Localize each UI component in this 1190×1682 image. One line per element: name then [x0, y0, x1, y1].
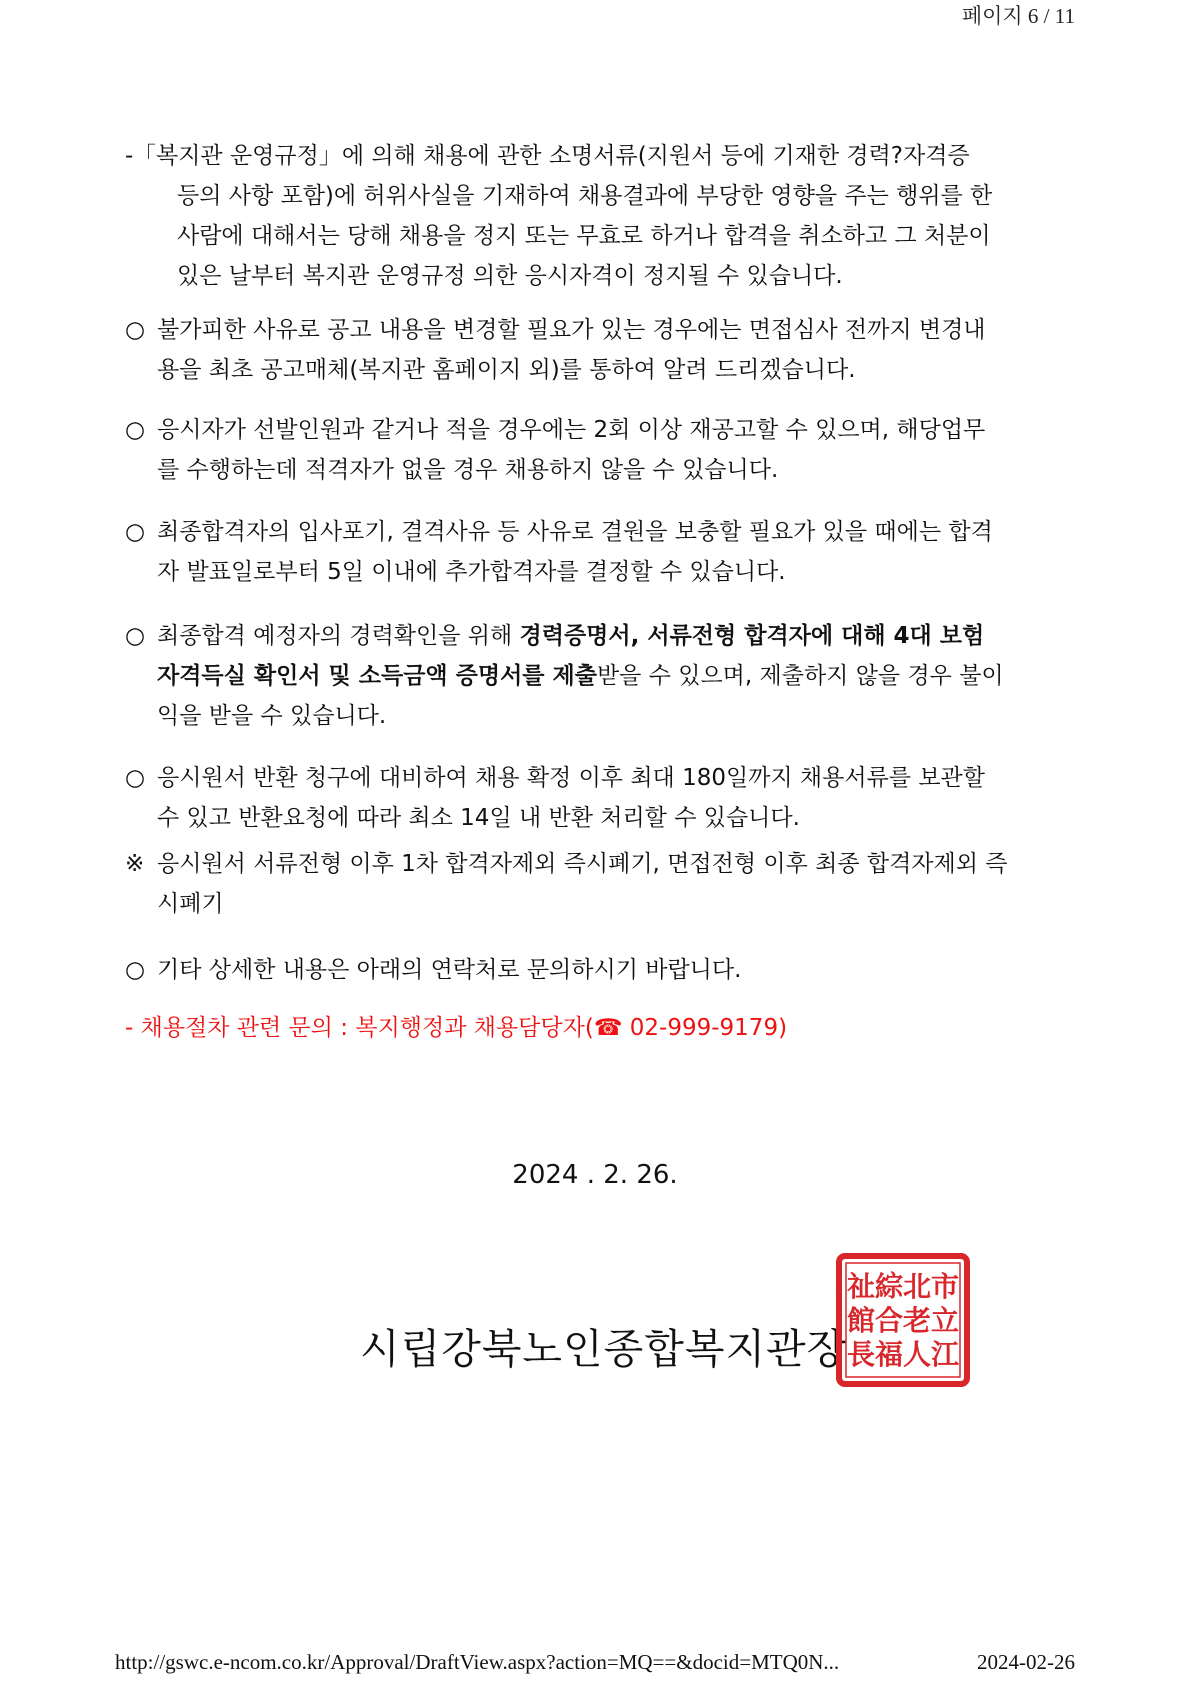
seal-character: 福 [874, 1338, 904, 1371]
contact-phone: 02-999-9179) [622, 1015, 788, 1041]
seal-character: 合 [874, 1304, 904, 1337]
organization-name: 시립강북노인종합복지관장 [360, 1325, 848, 1373]
text-line: 있은 날부터 복지관 운영규정 의한 응시자격이 정지될 수 있습니다. [177, 263, 843, 289]
seal-character: 市 [930, 1270, 960, 1303]
circle-bullet: ○ [125, 957, 146, 983]
footer-date: 2024-02-26 [977, 1650, 1075, 1674]
contact-text: - 채용절차 관련 문의 : 복지행정과 채용담당자( [125, 1015, 594, 1041]
note-marker: ※ [125, 851, 145, 877]
text-line: 「복지관 운영규정」에 의해 채용에 관한 소명서류(지원서 등에 기재한 경력?자격증 [133, 143, 970, 169]
text-line: 응시원서 서류전형 이후 1차 합격자제외 즉시폐기, 면접전형 이후 최종 합격자제외 즉 [157, 851, 1008, 877]
text-line: 등의 사항 포함)에 허위사실을 기재하여 채용결과에 부당한 영향을 주는 행위를 한 [177, 183, 993, 209]
seal-character: 綜 [874, 1270, 904, 1303]
seal-character: 祉 [846, 1270, 876, 1303]
document-date: 2024 . 2. 26. [512, 1160, 678, 1190]
official-seal-icon [835, 1252, 971, 1388]
paragraph-additional-pass [125, 512, 1075, 592]
seal-character: 江 [930, 1338, 960, 1371]
text-line: 자 발표일로부터 5일 이내에 추가합격자를 결정할 수 있습니다. [157, 559, 786, 585]
paragraph-document-return [125, 758, 1075, 838]
text-line [157, 656, 1075, 696]
paragraph-false-statement [125, 136, 1075, 296]
footer-url: http://gswc.e-ncom.co.kr/Approval/DraftView.aspx?action=MQ==&docid=MTQ0N... [115, 1650, 840, 1674]
seal-character: 長 [846, 1338, 876, 1371]
paragraph-disposal-note [125, 844, 1075, 924]
text-line: 최종합격자의 입사포기, 결격사유 등 사유로 결원을 보충할 필요가 있을 때에는 합격 [157, 519, 993, 545]
contact-line [125, 1008, 1075, 1048]
text-line: 익을 받을 수 있습니다. [157, 703, 387, 729]
paragraph-inquiry [125, 950, 1075, 990]
seal-character: 老 [902, 1304, 932, 1337]
text-plain: 최종합격 예정자의 경력확인을 위해 [157, 623, 520, 649]
dash-marker: - [125, 143, 134, 169]
text-line: 응시원서 반환 청구에 대비하여 채용 확정 이후 최대 180일까지 채용서류를 보관할 [157, 765, 985, 791]
text-line: 시폐기 [157, 891, 224, 917]
circle-bullet: ○ [125, 519, 146, 545]
text-plain: 받을 수 있으며, 제출하지 않을 경우 불이 [596, 663, 1004, 689]
page-indicator: 페이지 6 / 11 [961, 4, 1075, 28]
circle-bullet: ○ [125, 317, 146, 343]
text-bold: 자격득실 확인서 및 소득금액 증명서를 제출 [157, 663, 597, 689]
paragraph-re-announcement [125, 410, 1075, 490]
seal-character: 北 [902, 1270, 932, 1303]
seal-character: 人 [902, 1338, 932, 1371]
circle-bullet: ○ [125, 417, 146, 443]
text-line: 용을 최초 공고매체(복지관 홈페이지 외)를 통하여 알려 드리겠습니다. [157, 357, 856, 383]
paragraph-notice-change [125, 310, 1075, 390]
document-body [125, 136, 1075, 1048]
text-line: 불가피한 사유로 공고 내용을 변경할 필요가 있는 경우에는 면접심사 전까지 변경내 [157, 317, 986, 343]
circle-bullet: ○ [125, 765, 146, 791]
phone-icon: ☎ [593, 1015, 623, 1041]
text-line: 응시자가 선발인원과 같거나 적을 경우에는 2회 이상 재공고할 수 있으며, 해당업무 [157, 417, 986, 443]
paragraph-career-verification [125, 616, 1075, 736]
text-line: 를 수행하는데 적격자가 없을 경우 채용하지 않을 수 있습니다. [157, 457, 779, 483]
circle-bullet: ○ [125, 623, 146, 649]
text-bold: 경력증명서, 서류전형 합격자에 대해 4대 보험 [519, 623, 985, 649]
text-line: 기타 상세한 내용은 아래의 연락처로 문의하시기 바랍니다. [157, 957, 742, 983]
seal-character: 立 [930, 1304, 960, 1337]
seal-character: 館 [846, 1304, 876, 1337]
text-line [157, 616, 1075, 656]
text-line: 수 있고 반환요청에 따라 최소 14일 내 반환 처리할 수 있습니다. [157, 805, 800, 831]
text-line: 사람에 대해서는 당해 채용을 정지 또는 무효로 하거나 합격을 취소하고 그 처분이 [177, 223, 991, 249]
